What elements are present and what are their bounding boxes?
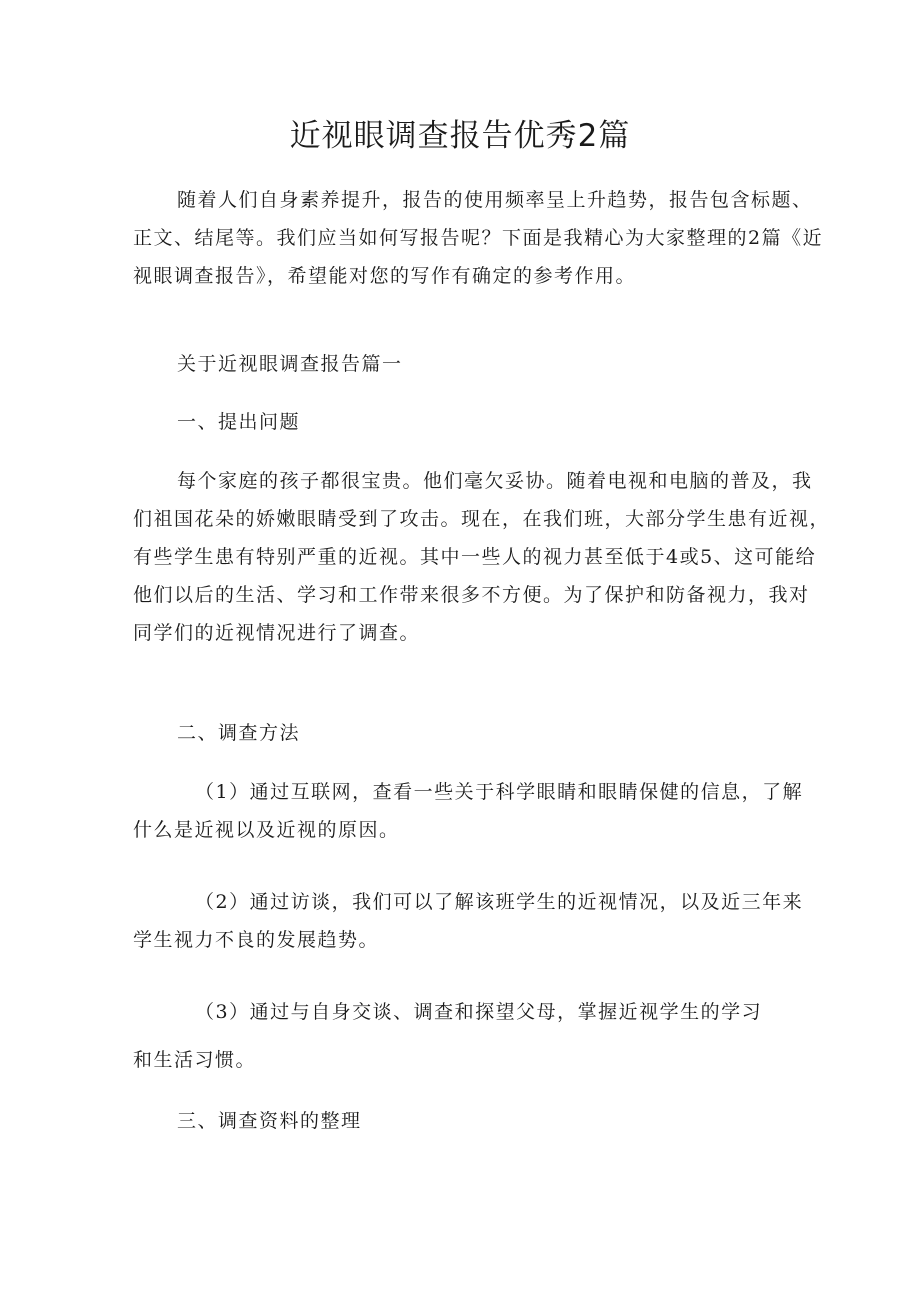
problem-paragraph	[133, 462, 831, 652]
method-line: 和生活习惯。	[133, 1049, 257, 1071]
method-line: 学生视力不良的发展趋势。	[133, 929, 380, 951]
heading-raise-questions: 一、提出问题	[177, 411, 301, 433]
section-title: 关于近视眼调查报告篇一	[177, 353, 403, 375]
intro-paragraph	[133, 181, 824, 295]
problem-line: 们祖国花朵的娇嫩眼睛受到了攻击。现在，在我们班，大部分学生患有近视，	[133, 508, 831, 530]
method-line: （3）通过与自身交谈、调查和探望父母，掌握近视学生的学习	[195, 1001, 763, 1023]
intro-line: 正文、结尾等。我们应当如何写报告呢？下面是我精心为大家整理的2篇《近	[133, 227, 824, 249]
method-line: （2）通过访谈，我们可以了解该班学生的近视情况，以及近三年来	[195, 891, 804, 913]
heading-data-organization: 三、调查资料的整理	[177, 1110, 362, 1132]
problem-line: 同学们的近视情况进行了调查。	[133, 622, 421, 644]
method-item-1	[133, 773, 804, 849]
method-line: 什么是近视以及近视的原因。	[133, 819, 400, 841]
method-item-3	[133, 993, 793, 1079]
intro-line: 视眼调查报告》，希望能对您的写作有确定的参考作用。	[133, 265, 637, 287]
problem-line: 每个家庭的孩子都很宝贵。他们毫欠妥协。随着电视和电脑的普及，我	[177, 470, 813, 492]
problem-line: 他们以后的生活、学习和工作带来很多不方便。为了保护和防备视力，我对	[133, 584, 810, 606]
problem-line: 有些学生患有特别严重的近视。其中一些人的视力甚至低于4或5、这可能给	[133, 546, 817, 568]
intro-line: 随着人们自身素养提升，报告的使用频率呈上升趋势，报告包含标题、	[177, 189, 813, 211]
method-item-2	[133, 883, 804, 959]
method-line: （1）通过互联网，查看一些关于科学眼睛和眼睛保健的信息，了解	[195, 781, 804, 803]
heading-survey-method: 二、调查方法	[177, 722, 301, 744]
document-title: 近视眼调查报告优秀2篇	[289, 118, 631, 154]
